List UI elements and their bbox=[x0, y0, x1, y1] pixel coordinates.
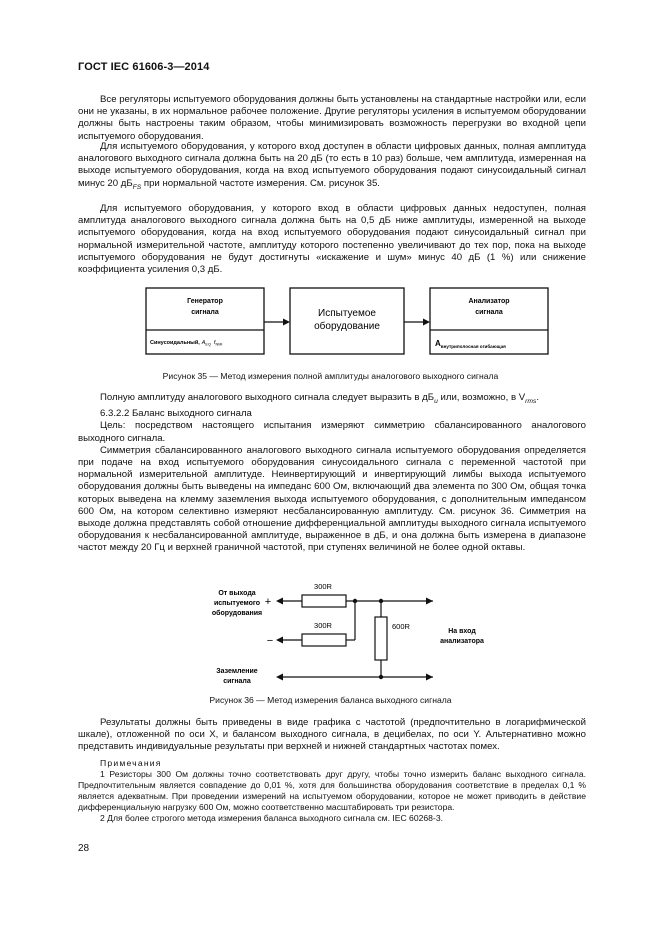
generator-sub-freq-sub: NMI bbox=[215, 342, 223, 347]
notes-block bbox=[78, 758, 586, 824]
ground-label-line1: Заземление bbox=[216, 668, 258, 675]
amp-text-end: . bbox=[536, 392, 539, 403]
generator-sub-symbol-sub: EQ bbox=[205, 342, 211, 347]
from-output-label-line3: оборудования bbox=[211, 610, 263, 617]
ground-terminal-arrow bbox=[276, 674, 283, 681]
amp-sub-u: u bbox=[434, 397, 438, 405]
ground-rail-arrow bbox=[426, 674, 433, 681]
from-output-label-line2: испытуемого bbox=[213, 600, 261, 607]
resistor-300r-top bbox=[302, 595, 346, 607]
generator-sub-freq: f bbox=[213, 340, 216, 346]
amp-text-mid: или, возможно, в V bbox=[437, 392, 526, 403]
note-1: 1 Резисторы 300 Ом должны точно соответствовать друг другу, чтобы точно измерить баланс выходного сигнала. Предпочтительным является совпадение до 0,01 %, хотя для большинства оборудования соответствие в пределах 0,1 % является адекватным. При проведении измерений на испытуемом оборудовании, которое не может приводить в действие дифференциальную нагрузку 600 Ом, можно соответственно масштабировать три резистора. bbox=[78, 768, 586, 812]
minus-sign: − bbox=[266, 635, 274, 647]
analyzer-sub-text: внутриполосная огибающая bbox=[440, 344, 506, 349]
resistor-label-r3: 600R bbox=[392, 622, 410, 631]
paragraph-text-main: Для испытуемого оборудования, у которого вход доступен в области цифровых данных, полная амплитуда аналогового выходного сигнала должна быть на 20 дБ (то есть в 10 раз) больше, чем амплитуда, измеренная на выходе испытуемого оборудования, когда на вход испытуемого оборудования подают синусоидальный сигнал минус 20 дБ bbox=[78, 141, 586, 189]
dut-label-line1: Испытуемое bbox=[318, 308, 376, 319]
subscript-fs: FS bbox=[132, 183, 142, 191]
generator-title-line1: Генератор bbox=[187, 298, 223, 305]
amp-sub-rms: rms bbox=[525, 397, 537, 405]
paragraph-text: Для испытуемого оборудования, у которого вход в области цифровых данных недоступен, полная амплитуда аналогового выходного сигнала должна быть на 0,5 дБ ниже амплитуды, измеренной на выходе испытуемого оборудования, когда на вход испытуемого оборудования подают синусоидальный сигнал при нормальной измерительной частоте, амплитуду которого постепенно увеличивают до тех пор, пока на выходе испытуемого оборудования не будут достигнуты «искажение и шум» минус 40 дБ (1 %) или снижение коэффициента усиления 0,3 дБ. bbox=[78, 203, 586, 276]
paragraph-goal: Цель: посредством настоящего испытания измеряют симметрию сбалансированного аналогового выходного сигнала. bbox=[78, 420, 586, 444]
note-2: 2 Для более строгого метода измерения баланса выходного сигнала см. IEC 60268-3. bbox=[100, 812, 443, 823]
figure-35-caption: Рисунок 35 — Метод измерения полной амплитуды аналогового выходного сигнала bbox=[162, 371, 499, 381]
document-header: ГОСТ IEC 61606-3—2014 bbox=[78, 61, 210, 73]
minus-terminal-arrow bbox=[276, 637, 283, 644]
section-results bbox=[78, 717, 586, 824]
paragraph-symmetry: Симметрия сбалансированного аналогового выходного сигнала испытуемого оборудования определяется при подаче на вход испытуемого оборудования синусоидального сигнала с переменной частотой при нормальной измерительной амплитуде. Неинвертирующий и инвертирующий лимбы выхода испытуемого оборудования должны быть выведены на импеданс 600 Ом, включающий два элемента по 300 Ом, общая точка которых выведена на клемму заземления выхода испытуемого оборудования, с дополнительным импедансом 600 Ом, на котором селективно измеряют несбалансированную амплитуду. См. рисунок 36. Симметрия на выходе должна представлять собой отношение дифференциальной амплитуды выходного сигнала испытуемого оборудования к несбалансированной амплитуде, выраженное в дБ, и она должна быть измерена в диапазоне частот между 20 Гц и верхней граничной частотой, при ступенях величиной не более одной октавы. bbox=[78, 444, 586, 554]
analyzer-title-line1: Анализатор bbox=[468, 298, 510, 305]
to-analyzer-label-line1: На вход bbox=[448, 628, 476, 635]
section-heading: 6.3.2.2 Баланс выходного сигнала bbox=[100, 408, 252, 420]
analyzer-title-line2: сигнала bbox=[475, 309, 503, 316]
analyzer-sub-symbol: A bbox=[435, 339, 441, 348]
page-number: 28 bbox=[78, 843, 90, 854]
paragraph-text: Все регуляторы испытуемого оборудования должны быть установлены на стандартные настройки или, если они не указаны, в их нормальное рабочее положение. Другие регуляторы усиления в испытуемом оборудовании должны быть настроены таким образом, чтобы минимизировать возможность перегрузки во входной цепи испытуемого оборудования. bbox=[78, 94, 586, 142]
to-analyzer-label-line2: анализатора bbox=[440, 638, 484, 645]
top-rail-arrow bbox=[426, 598, 433, 605]
resistor-600r bbox=[375, 617, 387, 660]
generator-sub-text: Синусоидальный, bbox=[150, 340, 200, 346]
ground-label-line2: сигнала bbox=[223, 678, 251, 685]
resistor-label-r1: 300R bbox=[314, 582, 332, 591]
dut-label-line2: оборудование bbox=[314, 321, 380, 332]
figure-36-caption: Рисунок 36 — Метод измерения баланса выходного сигнала bbox=[209, 695, 452, 705]
paragraph-results: Результаты должны быть приведены в виде графика с частотой (предпочтительно в логарифмической шкале), отложенной по оси X, и балансом выходного сигнала, в децибелах, по оси Y. Альтернативно можно представить индивидуальные результаты при верхней и нижней стандартных частотах помех. bbox=[78, 717, 586, 753]
amp-text-pre: Полную амплитуду аналогового выходного сигнала следует выразить в дБ bbox=[100, 392, 435, 403]
generator-title-line2: сигнала bbox=[191, 309, 219, 316]
from-output-label-line1: От выхода bbox=[218, 590, 256, 597]
plus-terminal-arrow bbox=[276, 598, 283, 605]
notes-heading: Примечания bbox=[100, 757, 162, 768]
resistor-label-r2: 300R bbox=[314, 621, 332, 630]
resistor-300r-bottom bbox=[302, 634, 346, 646]
paragraph-text-tail: при нормальной частоте измерения. См. рисунок 35. bbox=[141, 177, 380, 189]
generator-sub-symbol: A bbox=[201, 340, 206, 346]
plus-sign: + bbox=[264, 596, 272, 608]
